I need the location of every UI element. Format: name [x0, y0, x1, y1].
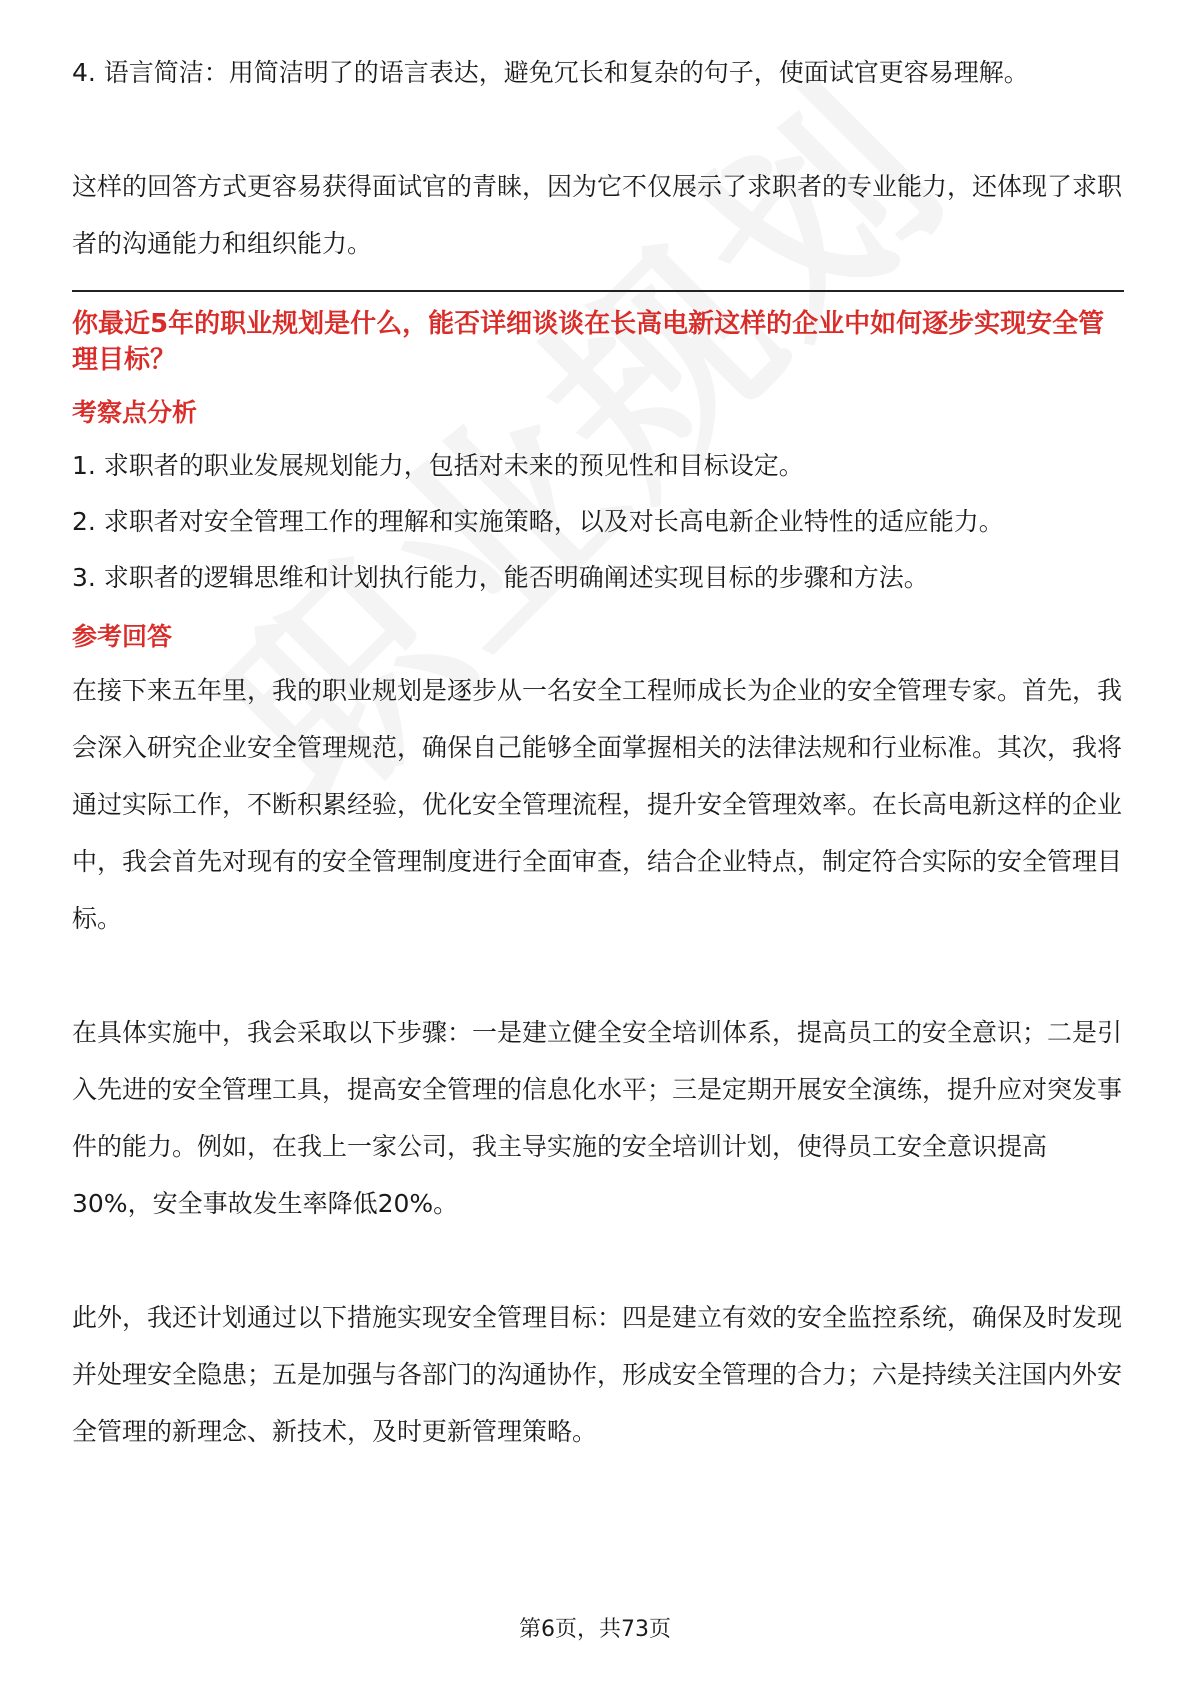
answer-heading: 参考回答	[72, 622, 173, 651]
spacer	[72, 947, 1124, 1004]
answer-paragraph: 此外，我还计划通过以下措施实现安全管理目标：四是建立有效的安全监控系统，确保及时发现并处理安全隐患；五是加强与各部门的沟通协作，形成安全管理的合力；六是持续关注国内外安全管理的新理念、新技术，及时更新管理策略。	[72, 1303, 1123, 1446]
answer-paragraph: 在具体实施中，我会采取以下步骤：一是建立健全安全培训体系，提高员工的安全意识；二是引入先进的安全管理工具，提高安全管理的信息化水平；三是定期开展安全演练，提升应对突发事件的能力。例如，在我上一家公司，我主导实施的安全培训计划，使得员工安全意识提高30%，安全事故发生率降低20%。	[72, 1018, 1123, 1218]
answer-paragraph: 在接下来五年里，我的职业规划是逐步从一名安全工程师成长为企业的安全管理专家。首先，我会深入研究企业安全管理规范，确保自己能够全面掌握相关的法律法规和行业标准。其次，我将通过实际工作，不断积累经验，优化安全管理流程，提升安全管理效率。在长高电新这样的企业中，我会首先对现有的安全管理制度进行全面审查，结合企业特点，制定符合实际的安全管理目标。	[72, 676, 1123, 933]
page-content	[72, 44, 1124, 1460]
section-divider	[72, 290, 1124, 292]
analysis-item: 3. 求职者的逻辑思维和计划执行能力，能否明确阐述实现目标的步骤和方法。	[72, 563, 929, 592]
intro-summary: 这样的回答方式更容易获得面试官的青睐，因为它不仅展示了求职者的专业能力，还体现了求职者的沟通能力和组织能力。	[72, 172, 1123, 258]
spacer	[72, 101, 1124, 158]
analysis-item: 1. 求职者的职业发展规划能力，包括对未来的预见性和目标设定。	[72, 451, 804, 480]
analysis-heading: 考察点分析	[72, 398, 198, 427]
page-number: 第6页，共73页	[519, 1617, 671, 1642]
analysis-item: 2. 求职者对安全管理工作的理解和实施策略，以及对长高电新企业特性的适应能力。	[72, 507, 1004, 536]
spacer	[72, 1232, 1124, 1289]
question-title: 你最近5年的职业规划是什么，能否详细谈谈在长高电新这样的企业中如何逐步实现安全管理目标？	[72, 309, 1105, 375]
intro-item-4: 4. 语言简洁：用简洁明了的语言表达，避免冗长和复杂的句子，使面试官更容易理解。	[72, 58, 1029, 87]
